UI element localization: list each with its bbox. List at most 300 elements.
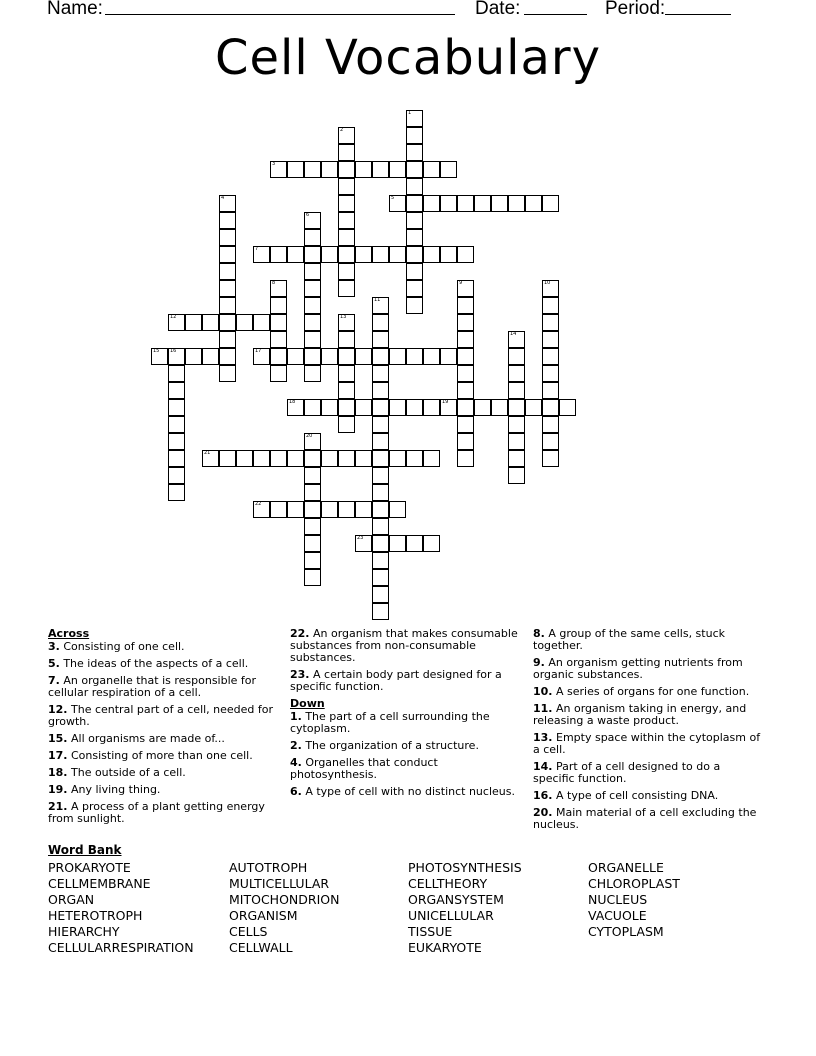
crossword-cell[interactable]: [253, 450, 270, 467]
word-bank-word: AUTOTROPH: [229, 860, 308, 875]
crossword-cell[interactable]: [372, 535, 389, 552]
clue-num: 3.: [48, 640, 60, 653]
crossword-cell[interactable]: [542, 365, 559, 382]
crossword-cell[interactable]: [457, 331, 474, 348]
crossword-cell[interactable]: [440, 246, 457, 263]
crossword-cell[interactable]: [355, 161, 372, 178]
crossword-cell[interactable]: [168, 467, 185, 484]
crossword-cell[interactable]: [508, 195, 525, 212]
crossword-cell[interactable]: [151, 348, 168, 365]
crossword-cell[interactable]: [304, 229, 321, 246]
clue: [533, 790, 765, 802]
crossword-cell[interactable]: [338, 178, 355, 195]
crossword-cell[interactable]: [508, 348, 525, 365]
clue: [533, 732, 765, 756]
crossword-cell[interactable]: [270, 297, 287, 314]
crossword-cell[interactable]: [219, 314, 236, 331]
crossword-cell[interactable]: [168, 382, 185, 399]
crossword-cell[interactable]: [321, 161, 338, 178]
crossword-cell[interactable]: [508, 331, 525, 348]
crossword-cell[interactable]: [270, 314, 287, 331]
crossword-cell[interactable]: [440, 195, 457, 212]
crossword-cell[interactable]: [338, 416, 355, 433]
crossword-cell[interactable]: [440, 348, 457, 365]
name-label: Name:: [47, 0, 103, 19]
crossword-cell[interactable]: [423, 450, 440, 467]
clue: [533, 628, 765, 652]
crossword-cell[interactable]: [202, 314, 219, 331]
crossword-cell[interactable]: [287, 399, 304, 416]
clue-text: The part of a cell surrounding the cytoplasm.: [290, 710, 490, 735]
crossword-cell[interactable]: [168, 433, 185, 450]
word-bank-word: HETEROTROPH: [48, 908, 143, 923]
crossword-cell[interactable]: [372, 484, 389, 501]
clue-text: Any living thing.: [67, 783, 161, 796]
word-bank-word: ORGANELLE: [588, 860, 664, 875]
crossword-cell[interactable]: [406, 229, 423, 246]
clues-column-1: [48, 627, 280, 830]
clue-text: A process of a plant getting energy from sunlight.: [48, 800, 265, 825]
clue: [533, 807, 765, 831]
crossword-cell[interactable]: [372, 450, 389, 467]
clue-num: 15.: [48, 732, 68, 745]
clue-num: 14.: [533, 760, 553, 773]
crossword-cell[interactable]: [406, 127, 423, 144]
crossword-cell[interactable]: [304, 314, 321, 331]
crossword-cell[interactable]: [525, 195, 542, 212]
page-title: Cell Vocabulary: [214, 30, 602, 86]
crossword-cell[interactable]: [355, 450, 372, 467]
crossword-cell[interactable]: [457, 382, 474, 399]
clue-num: 2.: [290, 739, 302, 752]
crossword-cell[interactable]: [389, 450, 406, 467]
crossword-cell[interactable]: [457, 365, 474, 382]
crossword-cell[interactable]: [219, 229, 236, 246]
clue-text: A type of cell with no distinct nucleus.: [301, 785, 515, 798]
crossword-cell[interactable]: [219, 297, 236, 314]
clue-number: 5: [391, 195, 395, 201]
crossword-cell[interactable]: [304, 552, 321, 569]
crossword-cell[interactable]: [423, 161, 440, 178]
crossword-cell[interactable]: [219, 280, 236, 297]
clue-num: 19.: [48, 783, 68, 796]
clue-number: 13: [340, 314, 347, 320]
crossword-cell[interactable]: [457, 195, 474, 212]
clue: [290, 711, 522, 735]
crossword-cell[interactable]: [542, 382, 559, 399]
crossword-cell[interactable]: [474, 399, 491, 416]
crossword-cell[interactable]: [236, 314, 253, 331]
crossword-cell[interactable]: [542, 280, 559, 297]
crossword-cell[interactable]: [423, 399, 440, 416]
crossword-cell[interactable]: [372, 246, 389, 263]
clue-number: 21: [204, 450, 211, 456]
crossword-cell[interactable]: [508, 467, 525, 484]
crossword-cell[interactable]: [219, 331, 236, 348]
crossword-cell[interactable]: [372, 297, 389, 314]
clue-num: 9.: [533, 656, 545, 669]
crossword-cell[interactable]: [321, 348, 338, 365]
crossword-cell[interactable]: [457, 433, 474, 450]
clue-num: 18.: [48, 766, 68, 779]
clue: [533, 761, 765, 785]
crossword-cell[interactable]: [406, 263, 423, 280]
crossword-cell[interactable]: [440, 399, 457, 416]
clue-text: Empty space within the cytoplasm of a cell.: [533, 731, 761, 756]
crossword-cell[interactable]: [304, 518, 321, 535]
crossword-cell[interactable]: [423, 246, 440, 263]
clue-text: A certain body part designed for a specific function.: [290, 668, 502, 693]
clue: [48, 784, 280, 796]
crossword-cell[interactable]: [542, 416, 559, 433]
crossword-cell[interactable]: [457, 416, 474, 433]
crossword-cell[interactable]: [389, 399, 406, 416]
crossword-cell[interactable]: [219, 365, 236, 382]
crossword-cell[interactable]: [185, 314, 202, 331]
crossword-cell[interactable]: [406, 297, 423, 314]
crossword-cell[interactable]: [287, 246, 304, 263]
word-bank-word: MULTICELLULAR: [229, 876, 330, 891]
crossword-cell[interactable]: [406, 161, 423, 178]
crossword-cell[interactable]: [253, 348, 270, 365]
clue-text: An organism getting nutrients from organic substances.: [533, 656, 743, 681]
crossword-cell[interactable]: [304, 433, 321, 450]
word-bank-word: CELLS: [229, 924, 268, 939]
crossword-cell[interactable]: [304, 331, 321, 348]
crossword-cell[interactable]: [168, 314, 185, 331]
crossword-cell[interactable]: [304, 535, 321, 552]
crossword-cell[interactable]: [270, 280, 287, 297]
crossword-cell[interactable]: [372, 501, 389, 518]
crossword-cell[interactable]: [508, 399, 525, 416]
crossword-cell[interactable]: [372, 603, 389, 620]
crossword-cell[interactable]: [508, 382, 525, 399]
crossword-cell[interactable]: [338, 399, 355, 416]
crossword-cell[interactable]: [304, 212, 321, 229]
crossword-cell[interactable]: [270, 501, 287, 518]
crossword-cell[interactable]: [457, 450, 474, 467]
crossword-cell[interactable]: [168, 416, 185, 433]
clue-number: 3: [272, 161, 276, 167]
crossword-cell[interactable]: [304, 348, 321, 365]
crossword-cell[interactable]: [304, 297, 321, 314]
crossword-cell[interactable]: [287, 348, 304, 365]
crossword-cell[interactable]: [338, 348, 355, 365]
crossword-cell[interactable]: [406, 110, 423, 127]
crossword-cell[interactable]: [491, 399, 508, 416]
crossword-cell[interactable]: [508, 416, 525, 433]
crossword-cell[interactable]: [406, 280, 423, 297]
clue-text: Part of a cell designed to do a specific function.: [533, 760, 721, 785]
crossword-cell[interactable]: [287, 450, 304, 467]
crossword-cell[interactable]: [338, 229, 355, 246]
clue-number: 22: [255, 501, 262, 507]
crossword-cell[interactable]: [338, 280, 355, 297]
crossword-cell[interactable]: [253, 246, 270, 263]
clue: [48, 750, 280, 762]
clue-text: A type of cell consisting DNA.: [552, 789, 719, 802]
crossword-cell[interactable]: [491, 195, 508, 212]
crossword-cell[interactable]: [338, 212, 355, 229]
crossword-cell[interactable]: [253, 314, 270, 331]
crossword-cell[interactable]: [338, 127, 355, 144]
crossword-cell[interactable]: [219, 246, 236, 263]
clue-text: The organization of a structure.: [301, 739, 479, 752]
crossword-cell[interactable]: [508, 365, 525, 382]
crossword-cell[interactable]: [270, 450, 287, 467]
crossword-cell[interactable]: [372, 552, 389, 569]
crossword-cell[interactable]: [423, 195, 440, 212]
word-bank-word: PROKARYOTE: [48, 860, 131, 875]
clue-number: 10: [544, 280, 551, 286]
crossword-cell[interactable]: [542, 450, 559, 467]
crossword-cell[interactable]: [321, 246, 338, 263]
word-bank-title: Word Bank: [48, 843, 122, 857]
crossword-cell[interactable]: [304, 246, 321, 263]
clue: [48, 801, 280, 825]
crossword-cell[interactable]: [202, 450, 219, 467]
crossword-cell[interactable]: [270, 348, 287, 365]
crossword-cell[interactable]: [406, 246, 423, 263]
clue-text: The ideas of the aspects of a cell.: [59, 657, 249, 670]
clue-num: 16.: [533, 789, 553, 802]
clues-column-2: [290, 628, 522, 803]
crossword-cell[interactable]: [304, 263, 321, 280]
period-label: Period:: [605, 0, 666, 19]
clue-number: 7: [255, 246, 259, 252]
clue-number: 14: [510, 331, 517, 337]
crossword-cell[interactable]: [219, 450, 236, 467]
crossword-cell[interactable]: [321, 450, 338, 467]
crossword-cell[interactable]: [304, 450, 321, 467]
clue: [48, 641, 280, 653]
crossword-cell[interactable]: [355, 399, 372, 416]
crossword-cell[interactable]: [338, 450, 355, 467]
crossword-cell[interactable]: [304, 161, 321, 178]
crossword-cell[interactable]: [389, 535, 406, 552]
crossword-cell[interactable]: [338, 263, 355, 280]
clue-number: 19: [442, 399, 449, 405]
crossword-cell[interactable]: [542, 399, 559, 416]
crossword-cell[interactable]: [372, 433, 389, 450]
word-bank-word: VACUOLE: [588, 908, 647, 923]
crossword-cell[interactable]: [168, 399, 185, 416]
crossword-cell[interactable]: [236, 450, 253, 467]
crossword-cell[interactable]: [270, 365, 287, 382]
clue-text: The outside of a cell.: [67, 766, 186, 779]
clue: [48, 767, 280, 779]
crossword-cell[interactable]: [457, 314, 474, 331]
crossword-cell[interactable]: [304, 484, 321, 501]
crossword-cell[interactable]: [372, 314, 389, 331]
clue: [533, 703, 765, 727]
crossword-cell[interactable]: [389, 195, 406, 212]
crossword-cell[interactable]: [542, 195, 559, 212]
crossword-cell[interactable]: [338, 195, 355, 212]
crossword-cell[interactable]: [338, 144, 355, 161]
word-bank-column-2: [229, 860, 339, 956]
clue-num: 12.: [48, 703, 68, 716]
crossword-cell[interactable]: [168, 450, 185, 467]
crossword-cell[interactable]: [338, 246, 355, 263]
clue-num: 10.: [533, 685, 553, 698]
clue: [48, 675, 280, 699]
down-heading: Down: [290, 697, 325, 710]
crossword-cell[interactable]: [457, 348, 474, 365]
clue-text: Consisting of more than one cell.: [67, 749, 253, 762]
word-bank-word: NUCLEUS: [588, 892, 648, 907]
crossword-cell[interactable]: [253, 501, 270, 518]
crossword-cell[interactable]: [406, 399, 423, 416]
word-bank-word: CYTOPLASM: [588, 924, 664, 939]
crossword-cell[interactable]: [457, 280, 474, 297]
crossword-cell[interactable]: [304, 365, 321, 382]
crossword-cell[interactable]: [457, 399, 474, 416]
word-bank-column-1: [48, 860, 194, 956]
crossword-cell[interactable]: [457, 246, 474, 263]
crossword-cell[interactable]: [372, 348, 389, 365]
word-bank-word: ORGAN: [48, 892, 95, 907]
crossword-cell[interactable]: [559, 399, 576, 416]
crossword-cell[interactable]: [355, 535, 372, 552]
crossword-cell[interactable]: [406, 195, 423, 212]
crossword-cell[interactable]: [338, 314, 355, 331]
crossword-cell[interactable]: [355, 246, 372, 263]
clue-num: 21.: [48, 800, 68, 813]
crossword-cell[interactable]: [304, 501, 321, 518]
crossword-cell[interactable]: [508, 450, 525, 467]
clue: [48, 658, 280, 670]
clue-text: All organisms are made of...: [67, 732, 225, 745]
crossword-cell[interactable]: [185, 348, 202, 365]
word-bank-word: CELLWALL: [229, 940, 293, 955]
clue: [290, 786, 522, 798]
clue-text: Main material of a cell excluding the nucleus.: [533, 806, 757, 831]
crossword-cell[interactable]: [287, 161, 304, 178]
clue-text: A series of organs for one function.: [552, 685, 750, 698]
clue: [290, 669, 522, 693]
crossword-cell[interactable]: [219, 348, 236, 365]
crossword-cell[interactable]: [219, 263, 236, 280]
clue-text: Consisting of one cell.: [59, 640, 185, 653]
crossword-cell[interactable]: [338, 331, 355, 348]
clue-number: 15: [153, 348, 160, 354]
crossword-cell[interactable]: [372, 416, 389, 433]
crossword-cell[interactable]: [542, 314, 559, 331]
crossword-cell[interactable]: [406, 212, 423, 229]
word-bank-column-4: [588, 860, 680, 940]
crossword-cell[interactable]: [355, 348, 372, 365]
crossword-cell[interactable]: [270, 331, 287, 348]
crossword-cell[interactable]: [321, 501, 338, 518]
clue-text: Organelles that conduct photosynthesis.: [290, 756, 438, 781]
crossword-cell[interactable]: [304, 467, 321, 484]
crossword-cell[interactable]: [406, 535, 423, 552]
crossword-cell[interactable]: [168, 348, 185, 365]
crossword-cell[interactable]: [406, 178, 423, 195]
crossword-cell[interactable]: [304, 399, 321, 416]
crossword-cell[interactable]: [372, 586, 389, 603]
crossword-cell[interactable]: [423, 535, 440, 552]
crossword-cell[interactable]: [372, 467, 389, 484]
clue: [533, 686, 765, 698]
word-bank-word: CELLTHEORY: [408, 876, 488, 891]
crossword-cell[interactable]: [406, 450, 423, 467]
clue-text: A group of the same cells, stuck together.: [533, 627, 725, 652]
crossword-cell[interactable]: [457, 297, 474, 314]
crossword-cell[interactable]: [304, 569, 321, 586]
clue: [48, 733, 280, 745]
word-bank-word: CHLOROPLAST: [588, 876, 680, 891]
word-bank-word: TISSUE: [408, 924, 453, 939]
crossword-cell[interactable]: [440, 161, 457, 178]
crossword-cell[interactable]: [270, 161, 287, 178]
crossword-cell[interactable]: [542, 297, 559, 314]
crossword-cell[interactable]: [372, 399, 389, 416]
crossword-cell[interactable]: [219, 212, 236, 229]
crossword-cell[interactable]: [542, 331, 559, 348]
crossword-cell[interactable]: [338, 501, 355, 518]
crossword-cell[interactable]: [372, 518, 389, 535]
crossword-cell[interactable]: [338, 161, 355, 178]
clue: [48, 704, 280, 728]
crossword-cell[interactable]: [389, 348, 406, 365]
clue: [290, 757, 522, 781]
clue-number: 20: [306, 433, 313, 439]
clue: [290, 740, 522, 752]
crossword-cell[interactable]: [372, 382, 389, 399]
clue-number: 2: [340, 127, 344, 133]
crossword-cell[interactable]: [389, 246, 406, 263]
clue-num: 6.: [290, 785, 302, 798]
crossword-cell[interactable]: [423, 348, 440, 365]
crossword-cell[interactable]: [168, 484, 185, 501]
crossword-cell[interactable]: [372, 569, 389, 586]
word-bank-word: EUKARYOTE: [408, 940, 482, 955]
clue-number: 6: [306, 212, 310, 218]
crossword-cell[interactable]: [304, 280, 321, 297]
crossword-cell[interactable]: [202, 348, 219, 365]
crossword-cell[interactable]: [338, 382, 355, 399]
crossword-cell[interactable]: [474, 195, 491, 212]
crossword-cell[interactable]: [372, 161, 389, 178]
crossword-cell[interactable]: [270, 246, 287, 263]
clue-number: 12: [170, 314, 177, 320]
crossword-cell[interactable]: [525, 399, 542, 416]
word-bank-word: CELLULARRESPIRATION: [48, 940, 194, 955]
crossword-cell[interactable]: [389, 501, 406, 518]
crossword-cell[interactable]: [508, 433, 525, 450]
clue: [290, 628, 522, 664]
crossword-cell[interactable]: [168, 365, 185, 382]
crossword-cell[interactable]: [355, 501, 372, 518]
clues-column-3: [533, 628, 765, 836]
crossword-cell[interactable]: [338, 365, 355, 382]
crossword-cell[interactable]: [542, 348, 559, 365]
crossword-cell[interactable]: [219, 195, 236, 212]
crossword-cell[interactable]: [287, 501, 304, 518]
crossword-cell[interactable]: [406, 144, 423, 161]
crossword-cell[interactable]: [372, 331, 389, 348]
crossword-cell[interactable]: [372, 365, 389, 382]
crossword-cell[interactable]: [321, 399, 338, 416]
crossword-cell[interactable]: [389, 161, 406, 178]
clue-num: 5.: [48, 657, 60, 670]
crossword-cell[interactable]: [542, 433, 559, 450]
across-heading: Across: [48, 627, 90, 640]
crossword-cell[interactable]: [406, 348, 423, 365]
word-bank-word: CELLMEMBRANE: [48, 876, 151, 891]
